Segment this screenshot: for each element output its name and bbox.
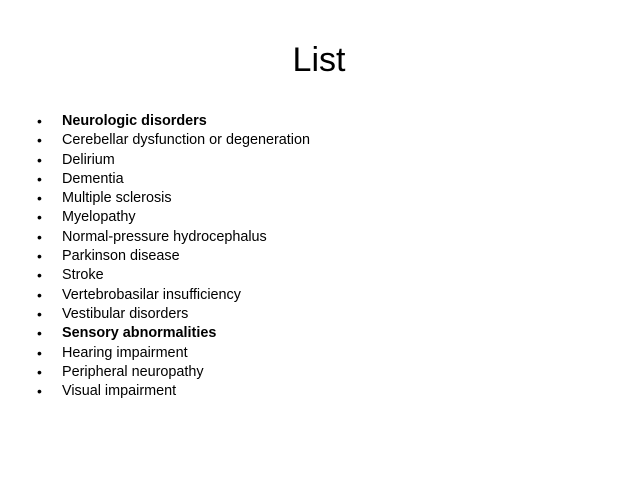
list-item [37, 305, 310, 324]
list-item-text: Parkinson disease [62, 248, 180, 265]
list-item-text: Visual impairment [62, 383, 177, 400]
bullet-icon: • [37, 209, 42, 226]
bullet-icon: • [37, 248, 42, 265]
list-item-text: Vestibular disorders [62, 305, 189, 322]
bullet-icon: • [37, 170, 42, 187]
list-item-text: Normal-pressure hydrocephalus [62, 228, 267, 245]
list-item [37, 112, 310, 131]
bullet-icon: • [37, 267, 42, 284]
list-item-text: Multiple sclerosis [62, 190, 172, 207]
list-item-text: Cerebellar dysfunction or degeneration [62, 132, 310, 149]
list-item-text: Hearing impairment [62, 344, 188, 361]
bullet-icon: • [37, 383, 42, 400]
bullet-icon: • [37, 190, 42, 207]
list-item [37, 228, 310, 247]
bullet-icon: • [37, 113, 42, 129]
bullet-icon: • [37, 228, 42, 245]
list-item-text: Peripheral neuropathy [62, 363, 204, 380]
list-item [37, 170, 310, 189]
slide-title: List [292, 41, 346, 79]
list-item [37, 382, 310, 401]
bullet-list [37, 112, 310, 401]
list-item [37, 266, 310, 285]
list-item [37, 344, 310, 363]
list-item-text: Delirium [62, 151, 115, 168]
list-item [37, 208, 310, 227]
list-item [37, 324, 310, 343]
list-item [37, 189, 310, 208]
list-item-text: Neurologic disorders [62, 113, 207, 129]
bullet-icon: • [37, 132, 42, 149]
list-item [37, 363, 310, 382]
bullet-icon: • [37, 151, 42, 168]
list-item-text: Sensory abnormalities [62, 325, 217, 342]
bullet-icon: • [37, 363, 42, 380]
list-item-text: Vertebrobasilar insufficiency [62, 286, 241, 303]
bullet-icon: • [37, 325, 42, 342]
list-item [37, 151, 310, 170]
bullet-icon: • [37, 305, 42, 322]
list-item-text: Myelopathy [62, 209, 136, 226]
list-item-text: Dementia [62, 170, 124, 187]
list-item [37, 131, 310, 150]
list-item [37, 247, 310, 266]
bullet-icon: • [37, 344, 42, 361]
list-item-text: Stroke [62, 267, 104, 284]
bullet-icon: • [37, 286, 42, 303]
list-item [37, 286, 310, 305]
